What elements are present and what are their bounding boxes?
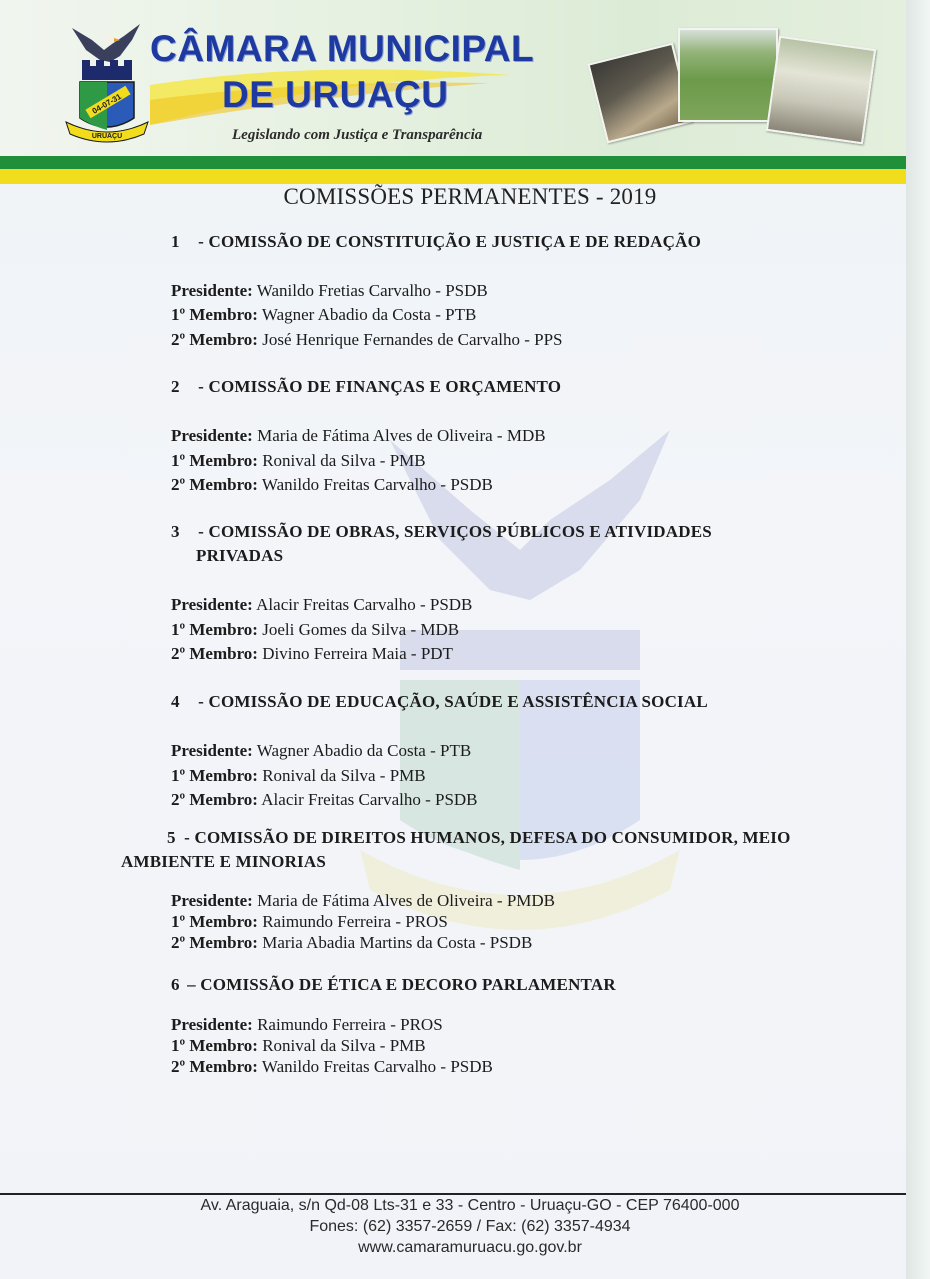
member-name: Maria de Fátima Alves de Oliveira - MDB (252, 426, 546, 445)
member-line (171, 475, 493, 495)
seal-date: 04-07-31 (90, 91, 123, 116)
role-label: 2º Membro: (171, 330, 258, 349)
member-name: Wanildo Freitas Carvalho - PSDB (257, 1057, 493, 1076)
member-line (171, 305, 476, 325)
committee-1-heading (171, 232, 701, 252)
role-label: Presidente: (171, 1015, 253, 1034)
committee-name: - COMISSÃO DE FINANÇAS E ORÇAMENTO (198, 377, 562, 396)
org-name-line-1: CÂMARA MUNICIPAL (150, 28, 535, 69)
seal-city: URUAÇU (91, 133, 123, 140)
committee-name: - COMISSÃO DE CONSTITUIÇÃO E JUSTIÇA E DE REDAÇÃO (198, 232, 702, 251)
committee-number: 5 (167, 828, 176, 847)
member-line (171, 891, 555, 911)
committee-5-heading (167, 828, 791, 848)
committee-number: 1 (171, 232, 180, 251)
committee-6-heading (171, 975, 616, 995)
member-line (171, 644, 453, 664)
role-label: 1º Membro: (171, 305, 258, 324)
member-line (171, 620, 459, 640)
committee-number: 6 (171, 975, 180, 994)
member-line (171, 1057, 493, 1077)
member-name: Raimundo Ferreira - PROS (252, 1015, 443, 1034)
role-label: Presidente: (171, 281, 253, 300)
member-line (171, 281, 488, 301)
header-stripe-green (0, 156, 906, 169)
member-name: Ronival da Silva - PMB (257, 1036, 426, 1055)
committee-2-heading (171, 377, 561, 397)
municipal-seal-logo (62, 10, 152, 145)
photo-event (766, 36, 876, 145)
member-name: Alacir Freitas Carvalho - PSDB (257, 790, 478, 809)
committee-name: - COMISSÃO DE DIREITOS HUMANOS, DEFESA DO CONSUMIDOR, MEIO (184, 828, 791, 847)
role-label: 1º Membro: (171, 620, 258, 639)
role-label: 1º Membro: (171, 912, 258, 931)
committee-3-heading-cont: PRIVADAS (196, 546, 284, 565)
committee-3-heading (171, 522, 712, 542)
member-line (171, 595, 472, 615)
committee-name: – COMISSÃO DE ÉTICA E DECORO PARLAMENTAR (187, 975, 616, 994)
role-label: 2º Membro: (171, 1057, 258, 1076)
member-name: Wanildo Fretias Carvalho - PSDB (252, 281, 488, 300)
role-label: 2º Membro: (171, 475, 258, 494)
member-name: Wagner Abadio da Costa - PTB (252, 741, 472, 760)
member-name: José Henrique Fernandes de Carvalho - PPS (257, 330, 563, 349)
committee-name: - COMISSÃO DE OBRAS, SERVIÇOS PÚBLICOS E ATIVIDADES (198, 522, 712, 541)
member-name: Maria Abadia Martins da Costa - PSDB (257, 933, 533, 952)
photo-monument (587, 43, 692, 144)
committee-4-heading (171, 692, 708, 712)
footer-divider (0, 1193, 906, 1195)
member-line (171, 933, 532, 953)
org-name-line-2: DE URUAÇU (222, 74, 449, 115)
committee-name: - COMISSÃO DE EDUCAÇÃO, SAÚDE E ASSISTÊNCIA SOCIAL (198, 692, 708, 711)
role-label: 1º Membro: (171, 766, 258, 785)
photo-collage (592, 24, 882, 146)
document-title: COMISSÕES PERMANENTES - 2019 (283, 184, 657, 209)
role-label: 1º Membro: (171, 1036, 258, 1055)
member-name: Raimundo Ferreira - PROS (257, 912, 448, 931)
member-name: Alacir Freitas Carvalho - PSDB (252, 595, 473, 614)
role-label: Presidente: (171, 595, 253, 614)
member-line (171, 790, 478, 810)
member-line (171, 766, 426, 786)
role-label: Presidente: (171, 741, 253, 760)
member-line (171, 451, 426, 471)
footer-website: www.camaramuruacu.go.gov.br (358, 1239, 582, 1256)
role-label: 2º Membro: (171, 933, 258, 952)
letterhead (0, 0, 906, 158)
photo-park (678, 28, 778, 122)
footer-address: Av. Araguaia, s/n Qd-08 Lts-31 e 33 - Centro - Uruaçu-GO - CEP 76400-000 (200, 1197, 740, 1214)
header-stripe-yellow (0, 169, 906, 184)
footer-phones: Fones: (62) 3357-2659 / Fax: (62) 3357-4934 (309, 1218, 631, 1235)
member-name: Ronival da Silva - PMB (257, 766, 426, 785)
role-label: Presidente: (171, 426, 253, 445)
role-label: 1º Membro: (171, 451, 258, 470)
member-line (171, 330, 563, 350)
role-label: Presidente: (171, 891, 253, 910)
role-label: 2º Membro: (171, 790, 258, 809)
member-name: Maria de Fátima Alves de Oliveira - PMDB (252, 891, 556, 910)
member-name: Wagner Abadio da Costa - PTB (257, 305, 477, 324)
member-name: Wanildo Freitas Carvalho - PSDB (257, 475, 493, 494)
role-label: 2º Membro: (171, 644, 258, 663)
committee-number: 2 (171, 377, 180, 396)
member-line (171, 912, 448, 932)
member-name: Divino Ferreira Maia - PDT (257, 644, 453, 663)
committee-number: 3 (171, 522, 180, 541)
member-name: Joeli Gomes da Silva - MDB (257, 620, 460, 639)
slogan: Legislando com Justiça e Transparência (232, 127, 483, 143)
member-name: Ronival da Silva - PMB (257, 451, 426, 470)
member-line (171, 1036, 426, 1056)
committee-number: 4 (171, 692, 180, 711)
member-line (171, 741, 471, 761)
member-line (171, 426, 546, 446)
committee-5-heading-cont: AMBIENTE E MINORIAS (121, 852, 326, 871)
member-line (171, 1015, 443, 1035)
